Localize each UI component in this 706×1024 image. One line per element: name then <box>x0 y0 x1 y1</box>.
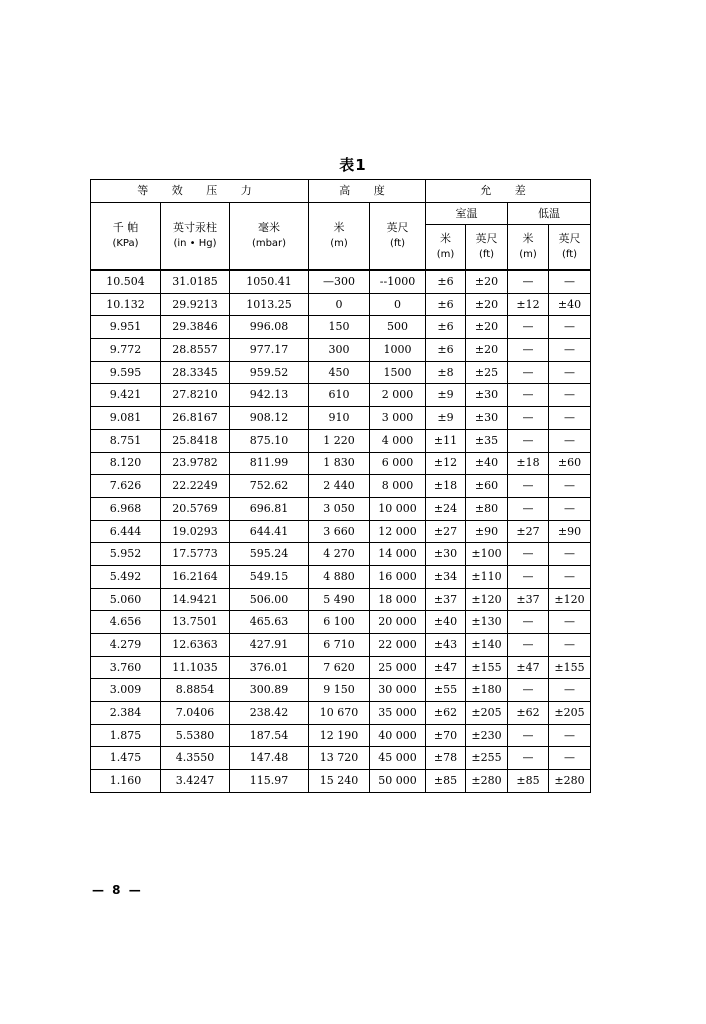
cell-mbar: 427.91 <box>230 634 309 657</box>
cell-altitude-ft: 18 000 <box>370 588 426 611</box>
cell-room-tol-ft: ±35 <box>466 429 508 452</box>
header-inhg-unit: (in • Hg) <box>173 238 217 250</box>
cell-low-tol-ft: ±90 <box>549 520 591 543</box>
cell-low-tol-m: ±85 <box>508 770 549 793</box>
cell-altitude-m: 4 270 <box>309 543 370 566</box>
cell-low-tol-m: — <box>508 429 549 452</box>
header-low-meter-unit: (m) <box>519 249 537 261</box>
cell-kpa: 1.875 <box>91 724 161 747</box>
cell-mbar: 115.97 <box>230 770 309 793</box>
cell-room-tol-ft: ±20 <box>466 316 508 339</box>
cell-low-tol-ft: — <box>549 565 591 588</box>
cell-room-tol-ft: ±130 <box>466 611 508 634</box>
cell-inhg: 11.1035 <box>161 656 230 679</box>
cell-mbar: 977.17 <box>230 339 309 362</box>
cell-inhg: 26.8167 <box>161 407 230 430</box>
cell-mbar: 942.13 <box>230 384 309 407</box>
cell-inhg: 20.5769 <box>161 497 230 520</box>
cell-low-tol-ft: — <box>549 316 591 339</box>
cell-kpa: 9.421 <box>91 384 161 407</box>
cell-room-tol-m: ±6 <box>426 270 466 293</box>
table-row <box>91 497 591 520</box>
cell-low-tol-ft: — <box>549 679 591 702</box>
cell-room-tol-m: ±12 <box>426 452 466 475</box>
cell-low-tol-ft: — <box>549 475 591 498</box>
cell-mbar: 1050.41 <box>230 270 309 293</box>
cell-room-tol-ft: ±120 <box>466 588 508 611</box>
cell-low-tol-m: — <box>508 747 549 770</box>
cell-room-tol-m: ±8 <box>426 361 466 384</box>
cell-kpa: 3.009 <box>91 679 161 702</box>
cell-low-tol-m: — <box>508 384 549 407</box>
cell-low-tol-m: — <box>508 316 549 339</box>
cell-mbar: 811.99 <box>230 452 309 475</box>
cell-room-tol-ft: ±90 <box>466 520 508 543</box>
cell-inhg: 7.0406 <box>161 702 230 725</box>
cell-altitude-ft: 30 000 <box>370 679 426 702</box>
cell-low-tol-ft: — <box>549 634 591 657</box>
cell-inhg: 28.8557 <box>161 339 230 362</box>
cell-kpa: 9.951 <box>91 316 161 339</box>
cell-low-tol-m: — <box>508 565 549 588</box>
cell-low-tol-ft: — <box>549 611 591 634</box>
cell-altitude-m: 610 <box>309 384 370 407</box>
cell-altitude-m: 15 240 <box>309 770 370 793</box>
table-row <box>91 702 591 725</box>
cell-room-tol-m: ±78 <box>426 747 466 770</box>
cell-kpa: 5.060 <box>91 588 161 611</box>
table-row <box>91 452 591 475</box>
cell-altitude-m: 5 490 <box>309 588 370 611</box>
table-row <box>91 634 591 657</box>
cell-room-tol-m: ±70 <box>426 724 466 747</box>
cell-room-tol-ft: ±30 <box>466 384 508 407</box>
cell-room-tol-m: ±30 <box>426 543 466 566</box>
table-body <box>91 270 591 792</box>
table-row <box>91 339 591 362</box>
cell-mbar: 959.52 <box>230 361 309 384</box>
cell-mbar: 996.08 <box>230 316 309 339</box>
cell-altitude-ft: 1500 <box>370 361 426 384</box>
header-kpa-label: 千 帕 <box>112 221 139 235</box>
cell-low-tol-ft: — <box>549 747 591 770</box>
header-altitude-feet <box>370 203 426 271</box>
cell-altitude-m: 4 880 <box>309 565 370 588</box>
cell-altitude-ft: 6 000 <box>370 452 426 475</box>
cell-altitude-ft: 500 <box>370 316 426 339</box>
cell-altitude-m: 6 100 <box>309 611 370 634</box>
cell-altitude-ft: 1000 <box>370 339 426 362</box>
cell-low-tol-m: — <box>508 611 549 634</box>
cell-altitude-m: 1 830 <box>309 452 370 475</box>
cell-kpa: 4.656 <box>91 611 161 634</box>
header-room-meter <box>426 225 466 271</box>
cell-low-tol-m: — <box>508 543 549 566</box>
cell-inhg: 3.4247 <box>161 770 230 793</box>
cell-altitude-ft: 0 <box>370 293 426 316</box>
cell-room-tol-m: ±9 <box>426 407 466 430</box>
header-room-meter-unit: (m) <box>436 249 455 261</box>
cell-low-tol-m: — <box>508 361 549 384</box>
cell-mbar: 696.81 <box>230 497 309 520</box>
page-number: — 8 — <box>92 883 143 897</box>
cell-room-tol-ft: ±80 <box>466 497 508 520</box>
pressure-altitude-table <box>90 179 591 793</box>
cell-kpa: 4.279 <box>91 634 161 657</box>
header-tolerance: 允 差 <box>426 180 591 203</box>
table-row <box>91 429 591 452</box>
cell-low-tol-m: ±12 <box>508 293 549 316</box>
cell-room-tol-ft: ±30 <box>466 407 508 430</box>
header-room-meter-label: 米 <box>440 232 452 246</box>
cell-room-tol-ft: ±155 <box>466 656 508 679</box>
cell-inhg: 13.7501 <box>161 611 230 634</box>
table-row <box>91 565 591 588</box>
cell-mbar: 300.89 <box>230 679 309 702</box>
header-room-feet <box>466 225 508 271</box>
cell-mbar: 187.54 <box>230 724 309 747</box>
cell-inhg: 27.8210 <box>161 384 230 407</box>
cell-kpa: 1.160 <box>91 770 161 793</box>
header-kpa-unit: (KPa) <box>112 238 139 250</box>
cell-altitude-m: 450 <box>309 361 370 384</box>
table-row <box>91 361 591 384</box>
cell-room-tol-ft: ±280 <box>466 770 508 793</box>
table-row <box>91 724 591 747</box>
cell-low-tol-m: — <box>508 724 549 747</box>
cell-kpa: 5.492 <box>91 565 161 588</box>
cell-room-tol-ft: ±230 <box>466 724 508 747</box>
cell-room-tol-ft: ±205 <box>466 702 508 725</box>
cell-altitude-m: 910 <box>309 407 370 430</box>
table-row <box>91 316 591 339</box>
cell-altitude-m: 2 440 <box>309 475 370 498</box>
header-low-temp: 低温 <box>508 203 591 225</box>
table-header <box>91 180 591 271</box>
cell-mbar: 465.63 <box>230 611 309 634</box>
table-row <box>91 611 591 634</box>
cell-room-tol-ft: ±60 <box>466 475 508 498</box>
cell-room-tol-ft: ±100 <box>466 543 508 566</box>
cell-room-tol-ft: ±20 <box>466 339 508 362</box>
cell-kpa: 10.504 <box>91 270 161 293</box>
cell-inhg: 14.9421 <box>161 588 230 611</box>
cell-inhg: 19.0293 <box>161 520 230 543</box>
cell-altitude-ft: 8 000 <box>370 475 426 498</box>
cell-altitude-m: 150 <box>309 316 370 339</box>
cell-room-tol-m: ±18 <box>426 475 466 498</box>
cell-altitude-ft: 16 000 <box>370 565 426 588</box>
cell-mbar: 376.01 <box>230 656 309 679</box>
cell-kpa: 10.132 <box>91 293 161 316</box>
cell-altitude-m: 9 150 <box>309 679 370 702</box>
cell-mbar: 238.42 <box>230 702 309 725</box>
cell-altitude-ft: 20 000 <box>370 611 426 634</box>
cell-room-tol-ft: ±180 <box>466 679 508 702</box>
header-mbar-label: 毫米 <box>258 221 280 235</box>
header-altitude-meter-label: 米 <box>333 221 345 235</box>
cell-kpa: 9.081 <box>91 407 161 430</box>
cell-altitude-ft: 25 000 <box>370 656 426 679</box>
table-row <box>91 293 591 316</box>
cell-room-tol-m: ±55 <box>426 679 466 702</box>
header-altitude: 高 度 <box>309 180 426 203</box>
cell-low-tol-m: — <box>508 679 549 702</box>
table-row <box>91 543 591 566</box>
cell-low-tol-ft: ±280 <box>549 770 591 793</box>
header-altitude-feet-unit: (ft) <box>389 238 406 250</box>
cell-room-tol-m: ±85 <box>426 770 466 793</box>
cell-room-tol-m: ±27 <box>426 520 466 543</box>
table-row <box>91 270 591 293</box>
cell-kpa: 3.760 <box>91 656 161 679</box>
cell-inhg: 31.0185 <box>161 270 230 293</box>
cell-altitude-ft: 12 000 <box>370 520 426 543</box>
table-row <box>91 520 591 543</box>
cell-altitude-m: —300 <box>309 270 370 293</box>
cell-kpa: 5.952 <box>91 543 161 566</box>
cell-altitude-m: 1 220 <box>309 429 370 452</box>
cell-kpa: 9.595 <box>91 361 161 384</box>
cell-room-tol-m: ±11 <box>426 429 466 452</box>
cell-room-tol-ft: ±110 <box>466 565 508 588</box>
cell-room-tol-ft: ±255 <box>466 747 508 770</box>
cell-room-tol-m: ±40 <box>426 611 466 634</box>
cell-low-tol-ft: — <box>549 543 591 566</box>
cell-altitude-m: 10 670 <box>309 702 370 725</box>
cell-altitude-m: 13 720 <box>309 747 370 770</box>
table-row <box>91 588 591 611</box>
cell-low-tol-ft: — <box>549 429 591 452</box>
cell-altitude-ft: 40 000 <box>370 724 426 747</box>
table-row <box>91 656 591 679</box>
cell-low-tol-ft: — <box>549 407 591 430</box>
cell-kpa: 6.968 <box>91 497 161 520</box>
cell-altitude-m: 0 <box>309 293 370 316</box>
cell-room-tol-m: ±6 <box>426 316 466 339</box>
cell-altitude-m: 7 620 <box>309 656 370 679</box>
cell-room-tol-m: ±62 <box>426 702 466 725</box>
cell-low-tol-m: — <box>508 339 549 362</box>
cell-low-tol-m: ±62 <box>508 702 549 725</box>
cell-altitude-m: 3 050 <box>309 497 370 520</box>
cell-kpa: 8.120 <box>91 452 161 475</box>
header-altitude-feet-label: 英尺 <box>386 221 409 235</box>
cell-low-tol-ft: — <box>549 497 591 520</box>
cell-room-tol-m: ±34 <box>426 565 466 588</box>
cell-kpa: 6.444 <box>91 520 161 543</box>
cell-altitude-ft: 3 000 <box>370 407 426 430</box>
header-room-feet-unit: (ft) <box>478 249 495 261</box>
cell-altitude-ft: 10 000 <box>370 497 426 520</box>
cell-inhg: 29.9213 <box>161 293 230 316</box>
cell-altitude-m: 300 <box>309 339 370 362</box>
cell-altitude-ft: 50 000 <box>370 770 426 793</box>
cell-inhg: 12.6363 <box>161 634 230 657</box>
cell-altitude-m: 3 660 <box>309 520 370 543</box>
header-room-temp: 室温 <box>426 203 508 225</box>
cell-kpa: 1.475 <box>91 747 161 770</box>
header-equivalent-pressure: 等 效 压 力 <box>91 180 309 203</box>
cell-kpa: 2.384 <box>91 702 161 725</box>
cell-low-tol-ft: ±205 <box>549 702 591 725</box>
cell-inhg: 28.3345 <box>161 361 230 384</box>
cell-kpa: 7.626 <box>91 475 161 498</box>
cell-low-tol-m: — <box>508 634 549 657</box>
cell-low-tol-m: ±47 <box>508 656 549 679</box>
cell-room-tol-ft: ±25 <box>466 361 508 384</box>
cell-altitude-ft: 14 000 <box>370 543 426 566</box>
cell-low-tol-ft: — <box>549 270 591 293</box>
table-row <box>91 770 591 793</box>
header-low-meter-label: 米 <box>522 232 534 246</box>
cell-low-tol-m: — <box>508 407 549 430</box>
cell-inhg: 16.2164 <box>161 565 230 588</box>
cell-mbar: 506.00 <box>230 588 309 611</box>
cell-room-tol-m: ±43 <box>426 634 466 657</box>
cell-kpa: 8.751 <box>91 429 161 452</box>
header-low-meter <box>508 225 549 271</box>
table-row <box>91 384 591 407</box>
cell-room-tol-m: ±6 <box>426 293 466 316</box>
cell-mbar: 595.24 <box>230 543 309 566</box>
cell-room-tol-m: ±37 <box>426 588 466 611</box>
cell-altitude-ft: 35 000 <box>370 702 426 725</box>
header-mbar <box>230 203 309 271</box>
cell-inhg: 29.3846 <box>161 316 230 339</box>
cell-inhg: 17.5773 <box>161 543 230 566</box>
cell-mbar: 549.15 <box>230 565 309 588</box>
header-kpa <box>91 203 161 271</box>
cell-room-tol-ft: ±40 <box>466 452 508 475</box>
cell-inhg: 23.9782 <box>161 452 230 475</box>
cell-mbar: 1013.25 <box>230 293 309 316</box>
table-row <box>91 747 591 770</box>
cell-mbar: 147.48 <box>230 747 309 770</box>
cell-altitude-m: 6 710 <box>309 634 370 657</box>
header-low-feet-label: 英尺 <box>558 232 581 246</box>
cell-mbar: 752.62 <box>230 475 309 498</box>
header-low-feet <box>549 225 591 271</box>
cell-low-tol-ft: — <box>549 339 591 362</box>
cell-inhg: 25.8418 <box>161 429 230 452</box>
cell-low-tol-m: ±18 <box>508 452 549 475</box>
cell-altitude-ft: --1000 <box>370 270 426 293</box>
cell-low-tol-ft: ±155 <box>549 656 591 679</box>
cell-low-tol-ft: — <box>549 384 591 407</box>
cell-room-tol-m: ±6 <box>426 339 466 362</box>
header-mbar-unit: (mbar) <box>251 238 287 250</box>
cell-low-tol-m: ±37 <box>508 588 549 611</box>
table-row <box>91 407 591 430</box>
cell-altitude-ft: 4 000 <box>370 429 426 452</box>
cell-kpa: 9.772 <box>91 339 161 362</box>
cell-low-tol-m: — <box>508 475 549 498</box>
cell-inhg: 5.5380 <box>161 724 230 747</box>
cell-inhg: 8.8854 <box>161 679 230 702</box>
cell-room-tol-ft: ±20 <box>466 270 508 293</box>
header-room-feet-label: 英尺 <box>475 232 498 246</box>
cell-inhg: 4.3550 <box>161 747 230 770</box>
cell-room-tol-ft: ±20 <box>466 293 508 316</box>
header-low-feet-unit: (ft) <box>561 249 578 261</box>
header-altitude-meter <box>309 203 370 271</box>
cell-altitude-ft: 22 000 <box>370 634 426 657</box>
cell-mbar: 875.10 <box>230 429 309 452</box>
cell-low-tol-ft: — <box>549 724 591 747</box>
cell-low-tol-m: — <box>508 270 549 293</box>
cell-altitude-ft: 45 000 <box>370 747 426 770</box>
cell-mbar: 644.41 <box>230 520 309 543</box>
cell-altitude-m: 12 190 <box>309 724 370 747</box>
cell-low-tol-m: — <box>508 497 549 520</box>
cell-altitude-ft: 2 000 <box>370 384 426 407</box>
cell-low-tol-ft: ±60 <box>549 452 591 475</box>
table-row <box>91 475 591 498</box>
cell-low-tol-ft: ±120 <box>549 588 591 611</box>
cell-room-tol-ft: ±140 <box>466 634 508 657</box>
cell-room-tol-m: ±24 <box>426 497 466 520</box>
header-altitude-meter-unit: (m) <box>330 238 348 250</box>
cell-low-tol-ft: ±40 <box>549 293 591 316</box>
table-title: 表1 <box>339 156 367 174</box>
cell-mbar: 908.12 <box>230 407 309 430</box>
cell-room-tol-m: ±9 <box>426 384 466 407</box>
header-inhg <box>161 203 230 271</box>
cell-low-tol-m: ±27 <box>508 520 549 543</box>
cell-inhg: 22.2249 <box>161 475 230 498</box>
header-inhg-label: 英寸汞柱 <box>173 221 217 235</box>
cell-room-tol-m: ±47 <box>426 656 466 679</box>
cell-low-tol-ft: — <box>549 361 591 384</box>
table-row <box>91 679 591 702</box>
